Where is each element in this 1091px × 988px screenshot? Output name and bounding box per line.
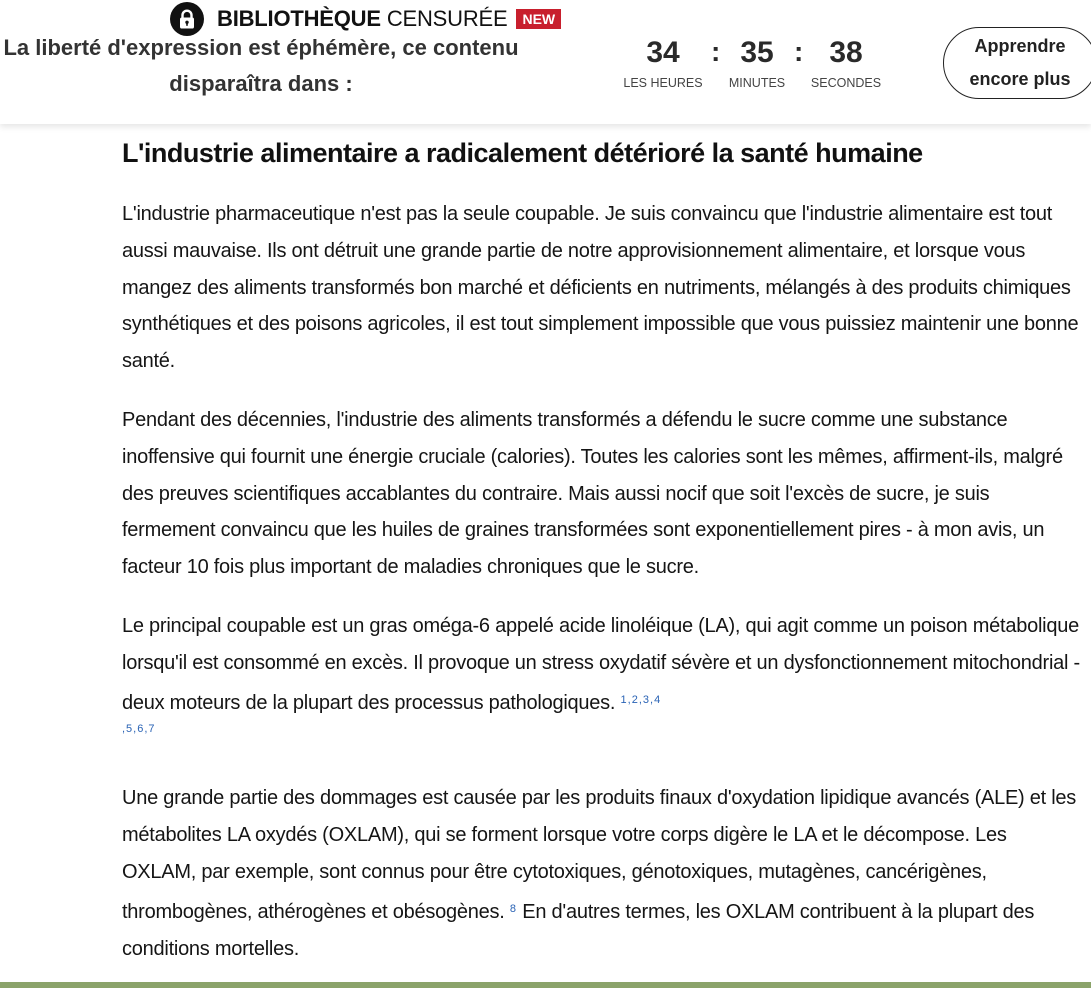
countdown-minutes: 35 bbox=[740, 36, 774, 69]
brand-title-light: CENSURÉE bbox=[386, 6, 508, 31]
countdown-seconds: 38 bbox=[829, 36, 863, 69]
countdown-seconds-label: SECONDES bbox=[810, 76, 882, 90]
article-headline: L'industrie alimentaire a radicalement détérioré la santé humaine bbox=[122, 138, 923, 168]
countdown-timer bbox=[618, 36, 888, 96]
countdown-hours: 34 bbox=[646, 36, 680, 69]
learn-more-button[interactable] bbox=[943, 27, 1091, 99]
new-badge: NEW bbox=[516, 9, 561, 29]
countdown-hours-label: LES HEURES bbox=[623, 76, 703, 90]
reference-link[interactable]: 8 bbox=[509, 902, 517, 915]
brand-title-bold: BIBLIOTHÈQUE bbox=[217, 6, 381, 31]
article-paragraph: L'industrie pharmaceutique n'est pas la seule coupable. Je suis convaincu que l'industrie alimentaire est tout aussi mauvaise. Ils ont détruit une grande partie de notre approvisionnement alimentaire, et lorsque vous mangez des aliments transformés bon marché et déficients en nutriments, mélangés à des produits chimiques synthétiques et des poisons agricoles, il est tout simplement impossible que vous puissiez maintenir une bonne santé. bbox=[122, 203, 1079, 373]
countdown-separator: : bbox=[711, 36, 721, 67]
paragraph-text: En d'autres termes, les OXLAM contribuent à la plupart des conditions mortelles. bbox=[122, 900, 1035, 960]
censored-library-banner bbox=[0, 0, 1091, 124]
article-paragraph bbox=[122, 608, 1084, 721]
countdown-minutes-label: MINUTES bbox=[728, 76, 786, 90]
bottom-bar bbox=[0, 982, 1091, 988]
paragraph-text: Le principal coupable est un gras oméga-6 appelé acide linoléique (LA), qui agit comme un poison métabolique lorsqu'il est consommé en excès. Il provoque un stress oxydatif sévère et un dysfonctionnement mitochondrial - deux moteurs de la plupart des processus pathologiques. bbox=[122, 614, 1080, 714]
expiry-message bbox=[0, 30, 536, 102]
paragraph-text: Une grande partie des dommages est causée par les produits finaux d'oxydation lipidique avancés (ALE) et les métabolites LA oxydés (OXLAM), qui se forment lorsque votre corps digère le LA et le décompose. Les OXLAM, par exemple, sont connus pour être cytotoxiques, génotoxiques, mutagènes, cancérigènes, thrombogènes, athérogènes et obésogènes. bbox=[122, 787, 1077, 923]
article-paragraph: Pendant des décennies, l'industrie des aliments transformés a défendu le sucre comme une substance inoffensive qui fournit une énergie cruciale (calories). Toutes les calories sont les mêmes, affirment-ils, malgré des preuves scientifiques accablantes du contraire. Mais aussi nocif que soit l'excès de sucre, je suis fermement convaincu que les huiles de graines transformées sont exponentiellement pires - à mon avis, un facteur 10 fois plus important de maladies chroniques que le sucre. bbox=[122, 408, 1063, 579]
article-paragraph bbox=[122, 780, 1084, 967]
reference-links[interactable]: 1,2,3,4 bbox=[620, 693, 662, 706]
expiry-line-1: La liberté d'expression est éphémère, ce contenu bbox=[3, 35, 519, 60]
reference-links-continued[interactable]: ,5,6,7 bbox=[122, 723, 156, 736]
learn-more-line-2: encore plus bbox=[969, 69, 1071, 89]
article-body bbox=[122, 133, 1084, 967]
countdown-separator: : bbox=[794, 36, 804, 67]
expiry-line-2: disparaîtra dans : bbox=[169, 71, 353, 96]
learn-more-line-1: Apprendre bbox=[974, 36, 1066, 56]
